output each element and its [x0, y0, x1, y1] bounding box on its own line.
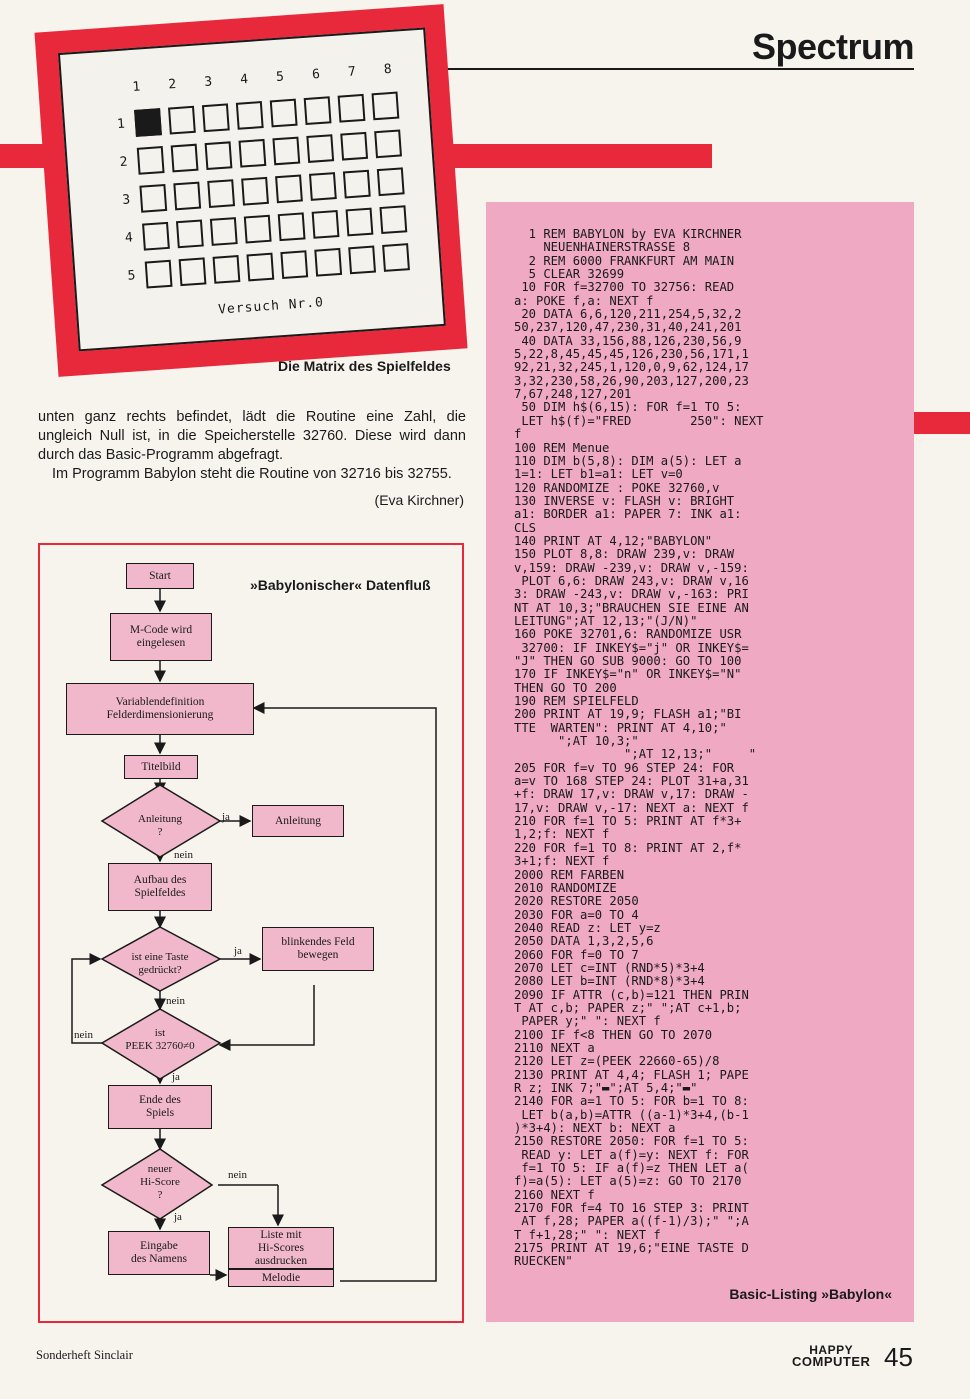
- matrix-cell: [205, 141, 233, 170]
- col-label: 3: [203, 74, 213, 90]
- footer-publication: Sonderheft Sinclair: [36, 1348, 133, 1362]
- no-label: nein: [166, 995, 185, 1007]
- matrix-cell: [306, 134, 334, 163]
- matrix-cell: [179, 257, 207, 286]
- mcode-box: M-Code wird eingelesen: [110, 613, 212, 661]
- matrix-cell: [340, 131, 368, 160]
- yes-label: ja: [174, 1211, 182, 1223]
- col-label: 1: [132, 79, 141, 95]
- key-pressed-decision: ist eine Taste gedrückt?: [131, 951, 189, 976]
- matrix-cell: [377, 167, 405, 196]
- row-label: 3: [121, 191, 131, 208]
- col-label: 2: [167, 76, 177, 93]
- matrix-cell: [312, 210, 340, 239]
- instructions-decision: Anleitung ?: [138, 813, 182, 838]
- no-label: nein: [174, 849, 193, 861]
- matrix-cell: [309, 172, 337, 201]
- matrix-screenshot: [34, 4, 467, 377]
- matrix-cell: [176, 219, 204, 248]
- matrix-cell: [280, 250, 308, 279]
- matrix-cell: [304, 96, 332, 125]
- happy-computer-logo: [792, 1344, 870, 1368]
- col-label: 7: [347, 64, 357, 80]
- matrix-cell: [168, 105, 196, 134]
- matrix-cell: [371, 91, 399, 120]
- flowchart: [38, 543, 464, 1323]
- matrix-cell: [246, 252, 274, 281]
- title-screen-box: Titelbild: [124, 755, 198, 779]
- matrix-cell: [137, 146, 165, 175]
- matrix-cell-active: [134, 108, 162, 137]
- col-label: 8: [383, 61, 393, 78]
- matrix-cell: [145, 259, 173, 288]
- page-number: 45: [884, 1342, 913, 1372]
- logo-top: HAPPY: [809, 1343, 854, 1357]
- matrix-cell: [272, 136, 300, 165]
- article-paragraph: Im Programm Babylon steht die Routine von 32716 bis 32755.: [52, 466, 452, 482]
- name-entry-box: Eingabe des Namens: [108, 1231, 210, 1275]
- matrix-cell: [236, 101, 264, 130]
- attempt-counter: Versuch Nr.0: [217, 295, 325, 318]
- red-band-right: [914, 412, 970, 434]
- matrix-cell: [379, 205, 407, 234]
- matrix-cell: [139, 183, 167, 212]
- row-label: 2: [119, 154, 129, 170]
- matrix-cell: [348, 245, 376, 274]
- header-rule: [440, 68, 914, 70]
- instructions-box: Anleitung: [252, 805, 344, 837]
- col-label: 6: [311, 66, 321, 83]
- yes-label: ja: [222, 811, 230, 823]
- flowchart-connectors: [40, 545, 466, 1325]
- yes-label: ja: [172, 1071, 180, 1083]
- variables-box: Variablendefinition Felderdimensionierung: [66, 683, 254, 735]
- matrix-cell: [382, 243, 410, 272]
- matrix-cell: [238, 138, 266, 167]
- field-setup-box: Aufbau des Spielfeldes: [108, 863, 212, 911]
- yes-label: ja: [234, 945, 242, 957]
- matrix-cell: [346, 207, 374, 236]
- matrix-cell: [374, 129, 402, 158]
- spectrum-screen: [58, 27, 446, 351]
- matrix-cell: [275, 174, 303, 203]
- matrix-cell: [338, 93, 366, 122]
- matrix-cell: [244, 214, 272, 243]
- listing-caption: Basic-Listing »Babylon«: [729, 1286, 892, 1302]
- article-paragraph: unten ganz rechts befindet, lädt die Routine eine Zahl, die ungleich Null ist, in die Speicherstelle 32760. Diese wird dann durch das Basic-Programm abgefragt.: [38, 409, 466, 463]
- game-matrix: [116, 85, 419, 295]
- matrix-cell: [278, 212, 306, 241]
- melody-box: Melodie: [228, 1269, 334, 1287]
- row-label: 1: [116, 116, 126, 132]
- matrix-cell: [212, 255, 240, 284]
- matrix-cell: [171, 143, 199, 172]
- col-label: 4: [239, 71, 249, 88]
- row-label: 5: [127, 267, 136, 284]
- game-end-box: Ende des Spiels: [108, 1085, 212, 1129]
- matrix-cell: [241, 176, 269, 205]
- basic-listing-panel: [486, 202, 914, 1322]
- no-label: nein: [228, 1169, 247, 1181]
- logo-bottom: COMPUTER: [792, 1354, 871, 1369]
- author-credit: (Eva Kirchner): [374, 492, 464, 508]
- matrix-cell: [314, 247, 342, 276]
- basic-listing: 1 REM BABYLON by EVA KIRCHNER NEUENHAINERSTRASSE 8 2 REM 6000 FRANKFURT AM MAIN 5 CLEAR 32699 10 FOR f=32700 TO 32756: READ a: POKE f,a: NEXT f 20 DATA 6,6,120,211,254,5,32,2 50,237,120,47,230,31,40,241,201 40 DATA 33,156,88,126,230,56,9 5,22,8,45,45,45,126,230,56,171,1 92,21,32,245,1,120,0,9,62,124,17 3,32,230,58,26,90,203,127,200,23 7,67,248,127,201 50 DIM h$(6,15): FOR f=1 TO 5: LET h$(f)="FRED 250": NEXT f 100 REM Menue 110 DIM b(5,8): DIM a(5): LET a 1=1: LET b1=a1: LET v=0 120 RANDOMIZE : POKE 32760,v 130 INVERSE v: FLASH v: BRIGHT a1: BORDER a1: PAPER 7: INK a1: CLS 140 PRINT AT 4,12;"BABYLON" 150 PLOT 8,8: DRAW 239,v: DRAW v,159: DRAW -239,v: DRAW v,-159: PLOT 6,6: DRAW 243,v: DRAW v,16 3: DRAW -243,v: DRAW v,-163: PRI NT AT 10,3;"BRAUCHEN SIE EINE AN LEITUNG";AT 12,13;"(J/N)" 160 POKE 32701,6: RANDOMIZE USR 32700: IF INKEY$="j" OR INKEY$= "J" THEN GO SUB 9000: GO TO 100 170 IF INKEY$="n" OR INKEY$="N" THEN GO TO 200 190 REM SPIELFELD 200 PRINT AT 19,9; FLASH a1;"BI TTE WARTEN": PRINT AT 4,10;" ";AT 10,3;" ";AT 12,13;" " 205 FOR f=v TO 96 STEP 24: FOR a=v TO 168 STEP 24: PLOT 31+a,31 +f: DRAW 17,v: DRAW v,17: DRAW - 17,v: DRAW v,-17: NEXT a: NEXT f 210 FOR f=1 TO 5: PRINT AT f*3+ 1,2;f: NEXT f 220 FOR f=1 TO 8: PRINT AT 2,f* 3+1;f: NEXT f 2000 REM FARBEN 2010 RANDOMIZE 2020 RESTORE 2050 2030 FOR a=0 TO 4 2040 READ z: LET y=z 2050 DATA 1,3,2,5,6 2060 FOR f=0 TO 7 2070 LET c=INT (RND*5)*3+4 2080 LET b=INT (RND*8)*3+4 2090 IF ATTR (c,b)=121 THEN PRIN T AT c,b; PAPER z;" ";AT c+1,b; PAPER y;" ": NEXT f 2100 IF f<8 THEN GO TO 2070 2110 NEXT a 2120 LET z=(PEEK 22660-65)/8 2130 PRINT AT 4,4; FLASH 1; PAPE R z; INK 7;"▬";AT 5,4;"▬" 2140 FOR a=1 TO 5: FOR b=1 TO 8: LET b(a,b)=ATTR ((a-1)*3+4,(b-1 )*3+4): NEXT b: NEXT a 2150 RESTORE 2050: FOR f=1 TO 5: READ y: LET a(f)=y: NEXT f: FOR f=1 TO 5: IF a(f)=z THEN LET a( f)=a(5): LET a(5)=z: GO TO 2170 2160 NEXT f 2170 FOR f=4 TO 16 STEP 3: PRINT AT f,28; PAPER a((f-1)/3);" ";A T f+1,28;" ": NEXT f 2175 PRINT AT 19,6;"EINE TASTE D RUECKEN": [514, 227, 764, 1269]
- matrix-cell: [207, 179, 235, 208]
- section-title: Spectrum: [751, 26, 914, 67]
- row-label: 4: [124, 229, 134, 246]
- blink-field-box: blinkendes Feld bewegen: [262, 927, 374, 971]
- start-box: Start: [126, 563, 194, 589]
- hiscore-list-box: Liste mit Hi-Scores ausdrucken: [228, 1227, 334, 1269]
- no-label: nein: [74, 1029, 93, 1041]
- flowchart-title: »Babylonischer« Datenfluß: [250, 577, 431, 593]
- matrix-cell: [173, 181, 201, 210]
- matrix-cell: [343, 169, 371, 198]
- col-label: 5: [275, 69, 285, 85]
- hiscore-decision: neuer Hi-Score ?: [140, 1163, 180, 1201]
- matrix-cell: [202, 103, 230, 132]
- matrix-cell: [210, 217, 238, 246]
- article-body: [38, 408, 466, 484]
- matrix-cell: [270, 98, 298, 127]
- matrix-caption: Die Matrix des Spielfeldes: [278, 358, 451, 374]
- matrix-cell: [142, 221, 170, 250]
- peek-decision: ist PEEK 32760≠0: [125, 1027, 195, 1052]
